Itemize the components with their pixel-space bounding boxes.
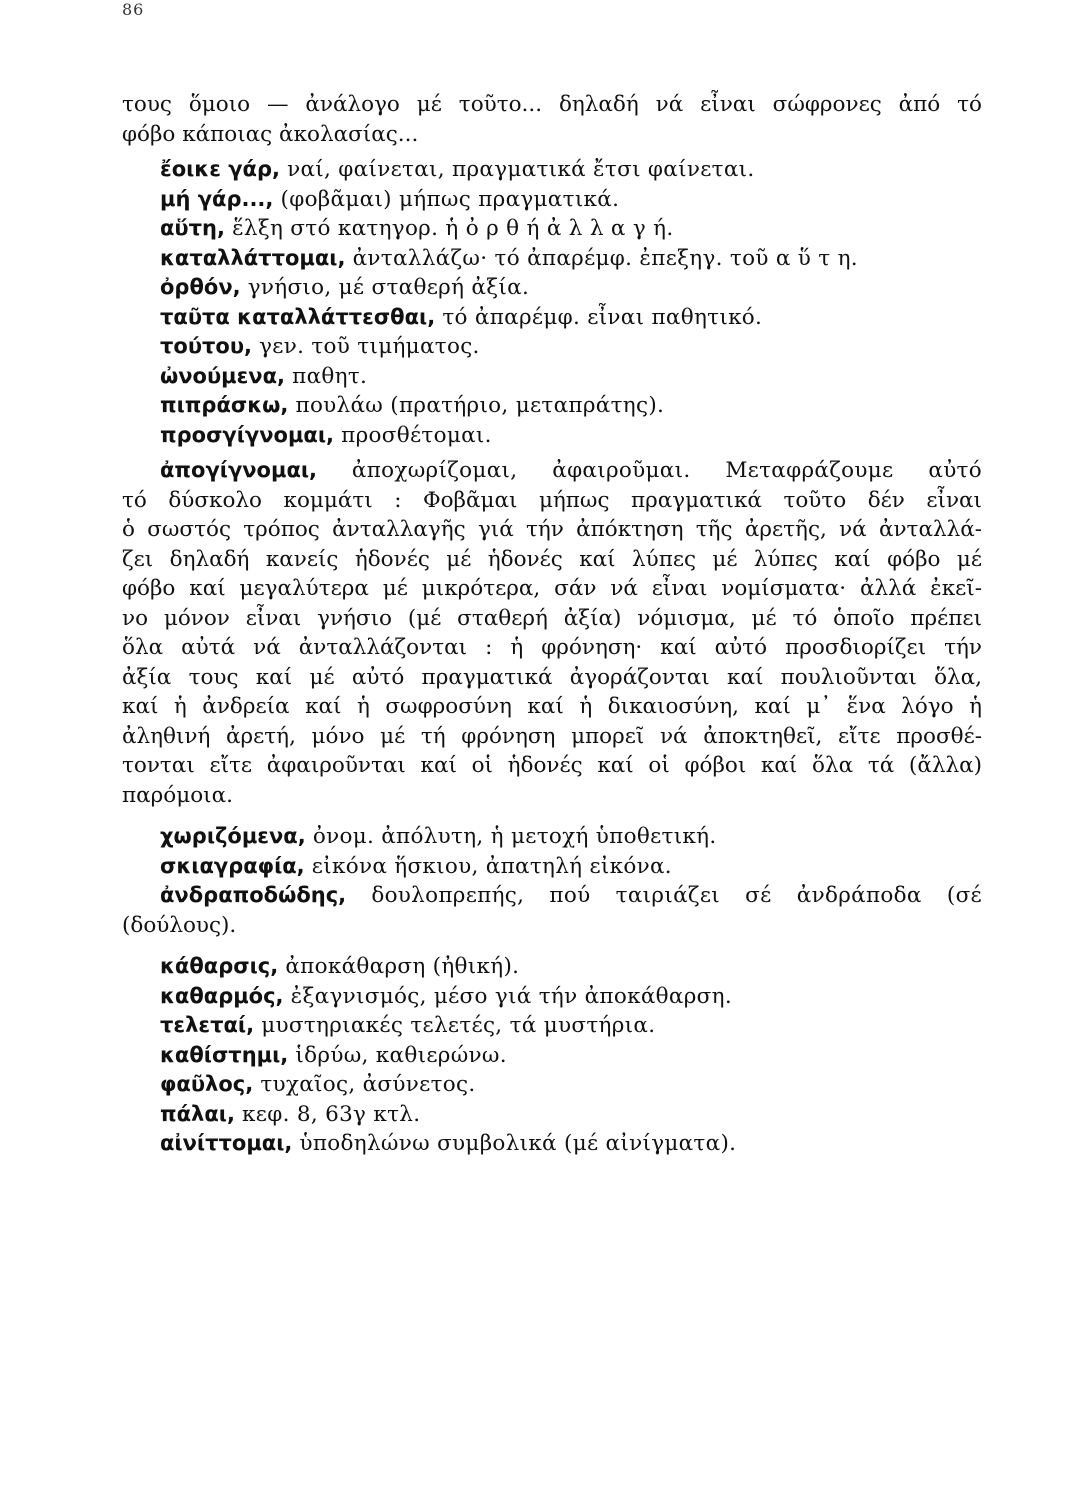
- entry-term: ταῦτα καταλλάττεσθαι,: [160, 304, 436, 329]
- intro-line: φόβο κάποιας ἀκολασίας...: [122, 121, 419, 147]
- entry-term: ἀπογίγνομαι,: [160, 458, 318, 482]
- paragraph-line: ὅλα αὐτά νά ἀνταλλάζονται : ἡ φρόνηση· καί αὐτό προσδιορίζει τήν: [122, 635, 982, 660]
- entry-gloss: γεν. τοῦ τιμήματος.: [252, 334, 480, 359]
- entry-term: τούτου,: [160, 334, 252, 358]
- entry-gloss: ὀνομ. ἀπόλυτη, ἡ μετοχή ὑποθετική.: [305, 824, 717, 849]
- entry-gloss: ἕλξη στό κατηγορ. ἡ ὀ ρ θ ή ἀ λ λ α γ ή.: [224, 216, 674, 241]
- glossary-entry: [122, 244, 982, 274]
- entry-term: πάλαι,: [160, 1101, 235, 1126]
- glossary-entry: [122, 1100, 982, 1130]
- entry-gloss: (φοβᾶμαι) μήπως πραγματικά.: [273, 186, 620, 212]
- glossary-entry: [122, 155, 982, 185]
- glossary-entry: [122, 1070, 982, 1100]
- paragraph-line: (δούλους).: [122, 912, 237, 938]
- glossary-entry: [122, 1041, 982, 1071]
- entry-gloss: ἀνταλλάζω· τό ἀπαρέμφ. ἐπεξηγ. τοῦ α ὕ τ η.: [345, 245, 858, 271]
- entry-term: καταλλάττομαι,: [160, 245, 346, 270]
- paragraph-line: νο μόνον εἶναι γνήσιο (μέ σταθερή ἀξία) νόμισμα, μέ τό ὁποῖο πρέπει: [122, 605, 982, 631]
- entry-gloss: τό ἀπαρέμφ. εἶναι παθητικό.: [435, 304, 763, 330]
- paragraph-line: ἀληθινή ἀρετή, μόνο μέ τή φρόνηση μπορεῖ νά ἀποκτηθεῖ, εἴτε προσθέ-: [122, 723, 982, 749]
- entry-gloss: ἐξαγνισμός, μέσο γιά τήν ἀποκάθαρση.: [283, 983, 732, 1009]
- glossary-entry: [122, 881, 982, 911]
- glossary-entry-long: [122, 456, 982, 486]
- entry-gloss: προσθέτομαι.: [334, 422, 492, 448]
- page-content: [122, 90, 982, 1159]
- entry-term: ὀρθόν,: [160, 275, 241, 299]
- entry-term: χωριζόμενα,: [160, 824, 306, 848]
- paragraph-line: τό δύσκολο κομμάτι : Φοβᾶμαι μήπως πραγματικά τοῦτο δέν εἶναι: [122, 487, 982, 513]
- entry-term: καθίστημι,: [160, 1042, 289, 1067]
- entry-term: φαῦλος,: [160, 1072, 254, 1096]
- entry-term: αἰνίττομαι,: [160, 1131, 293, 1155]
- entry-term: πιπράσκω,: [160, 393, 289, 417]
- entry-term: ἀνδραποδώδης,: [160, 883, 347, 907]
- glossary-entry: [122, 952, 982, 982]
- entry-gloss: ὑποδηλώνω συμβολικά (μέ αἰνίγματα).: [292, 1131, 737, 1156]
- entry-term: ὠνούμενα,: [160, 363, 286, 388]
- entry-term: καθαρμός,: [160, 983, 284, 1008]
- entry-term: μή γάρ...,: [160, 186, 274, 211]
- entry-term: κάθαρσις,: [160, 954, 279, 978]
- paragraph-line: τονται εἴτε ἀφαιροῦνται καί οἱ ἡδονές καί οἱ φόβοι καί ὅλα τά (ἄλλα): [122, 753, 982, 778]
- entry-gloss: ναί, φαίνεται, πραγματικά ἔτσι φαίνεται.: [279, 157, 755, 182]
- entry-gloss: γνήσιο, μέ σταθερή ἀξία.: [240, 275, 530, 300]
- intro-line: τους ὅμοιο — ἀνάλογο μέ τοῦτο... δηλαδή νά εἶναι σώφρονες ἀπό τό: [122, 92, 982, 117]
- glossary-entry: [122, 273, 982, 303]
- entry-term: προσγίγνομαι,: [160, 422, 334, 447]
- glossary-entry: [122, 303, 982, 333]
- paragraph-line: ἀξία τους καί μέ αὐτό πραγματικά ἀγοράζονται καί πουλιοῦνται ὅλα,: [122, 664, 982, 690]
- entry-gloss: μυστηριακές τελετές, τά μυστήρια.: [254, 1013, 656, 1038]
- entry-gloss: ἀποχωρίζομαι, ἀφαιροῦμαι. Μεταφράζουμε αὐτό: [317, 458, 982, 483]
- entry-gloss: εἰκόνα ἥσκιου, ἀπατηλή εἰκόνα.: [304, 853, 672, 879]
- glossary-entry: [122, 332, 982, 362]
- entry-term: ἔοικε γάρ,: [160, 157, 280, 181]
- glossary-entry: [122, 214, 982, 244]
- glossary-entry: [122, 391, 982, 421]
- entry-gloss: ἀποκάθαρση (ἠθική).: [278, 954, 520, 979]
- glossary-entry: [122, 1011, 982, 1041]
- glossary-entry: [122, 362, 982, 392]
- entry-gloss: δουλοπρεπής, πού ταιριάζει σέ ἀνδράποδα (σέ: [346, 883, 982, 908]
- paragraph-line: ζει δηλαδή κανείς ἡδονές μέ ἡδονές καί λύπες μέ λύπες καί φόβο μέ: [122, 546, 982, 572]
- entry-gloss: παθητ.: [285, 363, 368, 389]
- entry-term: σκιαγραφία,: [160, 853, 305, 878]
- glossary-entry: [122, 852, 982, 882]
- page-number: 86: [122, 0, 145, 19]
- glossary-entry: [122, 982, 982, 1012]
- paragraph-line: φόβο καί μεγαλύτερα μέ μικρότερα, σάν νά εἶναι νομίσματα· ἀλλά ἐκεῖ-: [122, 576, 982, 601]
- entry-term: τελεταί,: [160, 1013, 255, 1037]
- paragraph-line: παρόμοια.: [122, 782, 233, 808]
- entry-gloss: κεφ. 8, 63γ κτλ.: [234, 1101, 421, 1127]
- entry-gloss: ἱδρύω, καθιερώνω.: [288, 1042, 507, 1068]
- glossary-entry: [122, 1129, 982, 1159]
- glossary-entry: [122, 822, 982, 852]
- paragraph-line: καί ἡ ἀνδρεία καί ἡ σωφροσύνη καί ἡ δικαιοσύνη, καί μ᾽ ἕνα λόγο ἡ: [122, 694, 982, 719]
- glossary-entry: [122, 421, 982, 451]
- glossary-entry: [122, 185, 982, 215]
- entry-gloss: πουλάω (πρατήριο, μεταπράτης).: [288, 393, 665, 418]
- entry-term: αὕτη,: [160, 216, 225, 240]
- entry-gloss: τυχαῖος, ἀσύνετος.: [253, 1072, 476, 1097]
- paragraph-line: ὁ σωστός τρόπος ἀνταλλαγῆς γιά τήν ἀπόκτηση τῆς ἀρετῆς, νά ἀνταλλά-: [122, 517, 982, 542]
